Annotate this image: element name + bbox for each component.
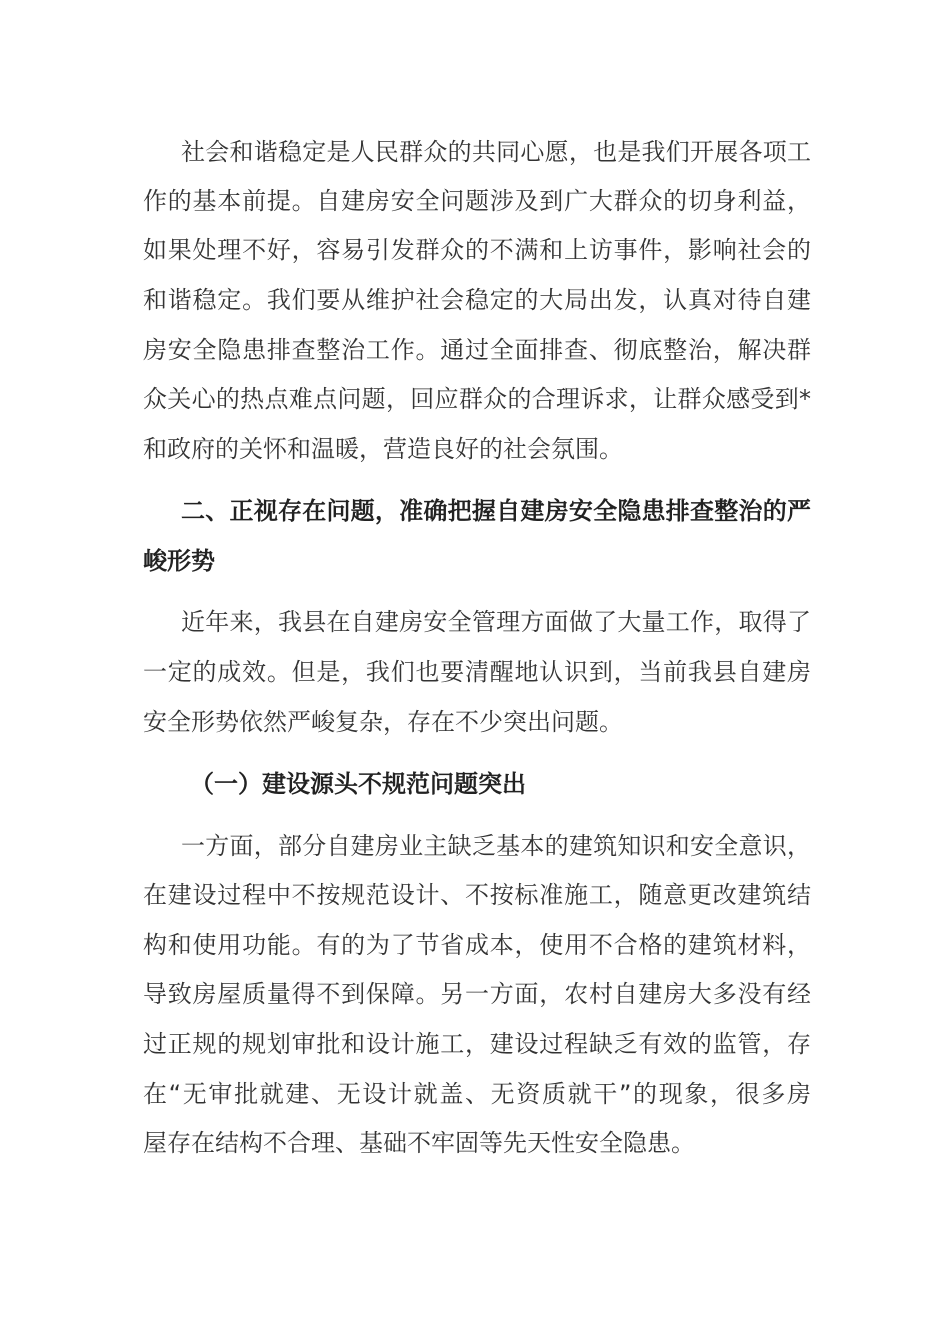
section-heading: 二、正视存在问题，准确把握自建房安全隐患排查整治的严 xyxy=(181,497,811,525)
section-heading: 峻形势 xyxy=(143,547,215,575)
paragraph-line: 构和使用功能。有的为了节省成本，使用不合格的建筑材料， xyxy=(143,931,811,959)
paragraph-line: 作的基本前提。自建房安全问题涉及到广大群众的切身利益， xyxy=(143,187,811,215)
paragraph-line: 导致房屋质量得不到保障。另一方面，农村自建房大多没有经 xyxy=(143,980,811,1008)
paragraph-line: 在“无审批就建、无设计就盖、无资质就干”的现象，很多房 xyxy=(143,1080,811,1108)
paragraph-line: 屋存在结构不合理、基础不牢固等先天性安全隐患。 xyxy=(143,1129,695,1157)
paragraph-line: 如果处理不好，容易引发群众的不满和上访事件，影响社会的 xyxy=(143,236,811,264)
paragraph-line: 社会和谐稳定是人民群众的共同心愿，也是我们开展各项工 xyxy=(181,138,811,166)
paragraph-line: 众关心的热点难点问题，回应群众的合理诉求，让群众感受到* xyxy=(143,385,811,413)
subsection-heading: （一）建设源头不规范问题突出 xyxy=(190,770,526,798)
paragraph-line: 房安全隐患排查整治工作。通过全面排查、彻底整治，解决群 xyxy=(143,336,811,364)
paragraph-line: 和政府的关怀和温暖，营造良好的社会氛围。 xyxy=(143,435,623,463)
paragraph-line: 在建设过程中不按规范设计、不按标准施工，随意更改建筑结 xyxy=(143,881,811,909)
paragraph-line: 过正规的规划审批和设计施工，建设过程缺乏有效的监管，存 xyxy=(143,1030,811,1058)
paragraph-line: 一定的成效。但是，我们也要清醒地认识到，当前我县自建房 xyxy=(143,658,811,686)
paragraph-line: 安全形势依然严峻复杂，存在不少突出问题。 xyxy=(143,708,623,736)
paragraph-line: 近年来，我县在自建房安全管理方面做了大量工作，取得了 xyxy=(181,608,811,636)
paragraph-line: 一方面，部分自建房业主缺乏基本的建筑知识和安全意识， xyxy=(181,832,811,860)
paragraph-line: 和谐稳定。我们要从维护社会稳定的大局出发，认真对待自建 xyxy=(143,286,811,314)
